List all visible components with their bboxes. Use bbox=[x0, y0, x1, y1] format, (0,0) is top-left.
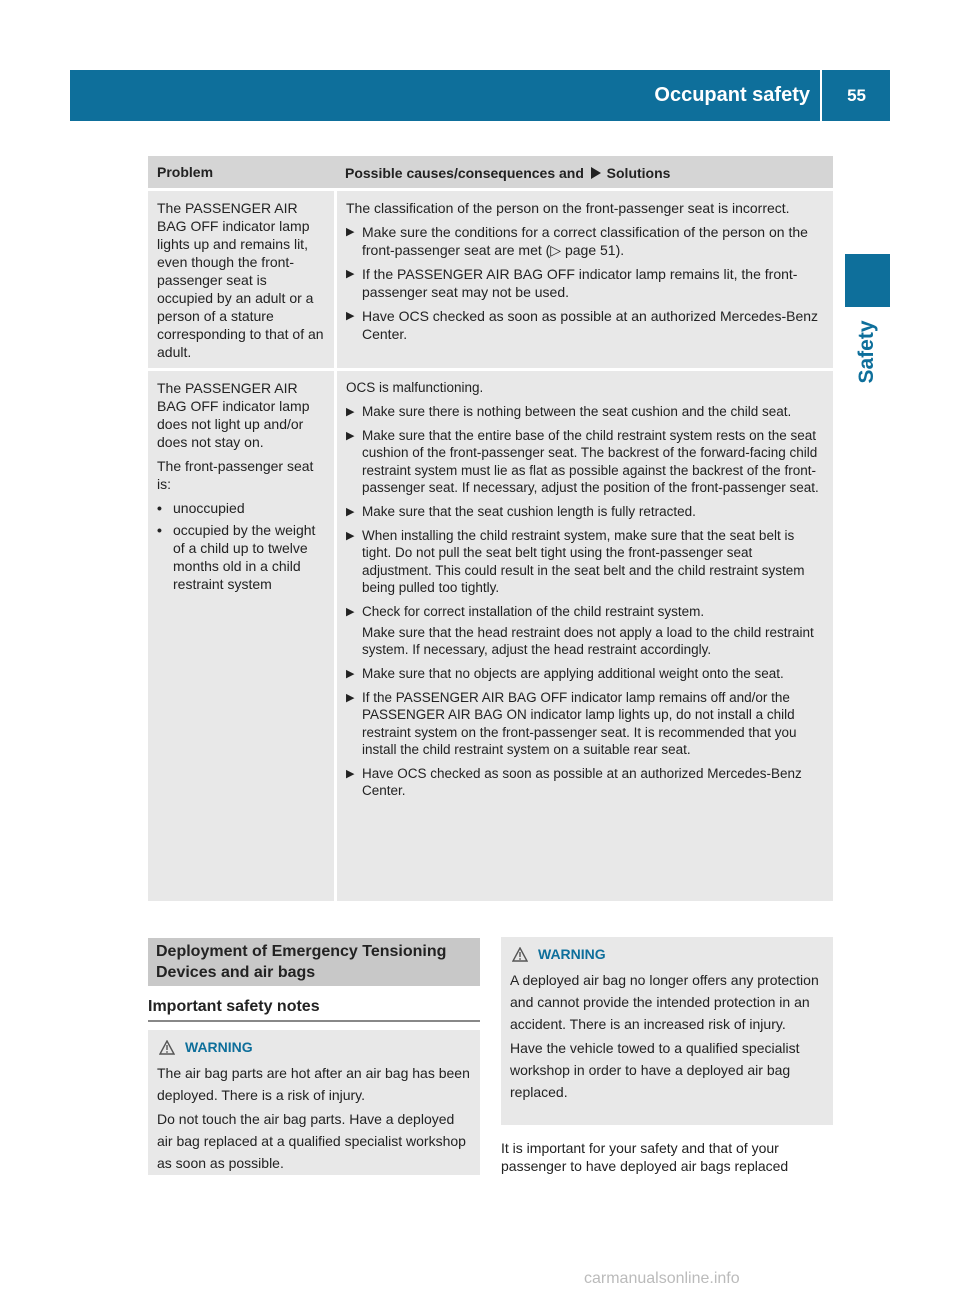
warning-title bbox=[510, 943, 824, 965]
action-arrow-icon: ▶ bbox=[346, 405, 355, 418]
action-arrow-icon: ▶ bbox=[346, 505, 355, 518]
header-solutions-suffix: Solutions bbox=[606, 165, 671, 181]
warning-text: A deployed air bag no longer offers any protection and cannot provide the intended protection in an accident. There is an increased risk of injury. bbox=[510, 972, 819, 1032]
action-item bbox=[346, 603, 825, 621]
watermark: carmanualsonline.info bbox=[584, 1270, 740, 1287]
warning-title-text: WARNING bbox=[538, 946, 606, 962]
action-item bbox=[346, 665, 825, 683]
action-arrow-icon: ▶ bbox=[346, 226, 355, 238]
action-item bbox=[346, 527, 825, 597]
problem-extra-text: The front-passenger seat is: bbox=[157, 458, 314, 492]
action-text: When installing the child restraint system, make sure that the seat belt is tight. Do not pull the seat belt tight using the front-passenger seat adjustment. This could result in the seat belt and the child restraint system being pulled too tightly. bbox=[362, 527, 805, 595]
action-text: Make sure that the entire base of the child restraint system rests on the seat cushion of the front-passenger seat. The backrest of the forward-facing child restraint system must lie as flat as possible against the backrest of the front-passenger seat. If necessary, adjust the position of the front-passenger seat. bbox=[362, 427, 819, 495]
warning-title bbox=[157, 1036, 471, 1058]
action-text: Have OCS checked as soon as possible at an authorized Mercedes-Benz Center. bbox=[362, 308, 819, 342]
solution-cell bbox=[337, 371, 833, 901]
bullet-text: unoccupied bbox=[173, 500, 245, 516]
cause-text: The classification of the person on the front-passenger seat is incorrect. bbox=[346, 200, 790, 216]
page-header bbox=[70, 70, 890, 121]
action-arrow-icon: ▶ bbox=[346, 529, 355, 542]
action-text: Make sure the conditions for a correct classification of the person on the front-passenger seat are met (▷ page 51). bbox=[362, 224, 808, 258]
chapter-tab-label bbox=[845, 312, 890, 392]
action-arrow-icon bbox=[590, 167, 601, 179]
action-arrow-icon: ▶ bbox=[346, 268, 355, 280]
action-text: If the PASSENGER AIR BAG OFF indicator lamp remains lit, the front-passenger seat may not be used. bbox=[362, 266, 798, 300]
header-solutions-prefix: Possible causes/consequences and bbox=[345, 165, 584, 181]
cause-text: OCS is malfunctioning. bbox=[346, 380, 484, 395]
troubleshooting-table bbox=[148, 156, 833, 901]
action-text: Make sure that the seat cushion length is fully retracted. bbox=[362, 503, 696, 519]
action-arrow-icon: ▶ bbox=[346, 691, 355, 704]
chapter-label-text: Safety bbox=[855, 320, 878, 384]
warning-title-text: WARNING bbox=[185, 1039, 253, 1055]
solution-cell bbox=[337, 191, 833, 368]
action-item bbox=[346, 265, 825, 301]
action-item bbox=[346, 223, 825, 259]
bullet-text: occupied by the weight of a child up to twelve months old in a child restraint system bbox=[173, 522, 316, 592]
header-solutions bbox=[336, 156, 833, 188]
warning-text: The air bag parts are hot after an air bag has been deployed. There is a risk of injury. bbox=[157, 1065, 470, 1103]
warning-box bbox=[501, 937, 833, 1125]
problem-text: The PASSENGER AIR BAG OFF indicator lamp does not light up and/or does not stay on. bbox=[157, 380, 310, 450]
list-item bbox=[157, 499, 326, 517]
section-title: Occupant safety bbox=[654, 70, 822, 121]
action-item bbox=[346, 307, 825, 343]
warning-box bbox=[148, 1030, 480, 1175]
action-arrow-icon: ▶ bbox=[346, 767, 355, 780]
bullet-icon: • bbox=[157, 500, 162, 516]
action-arrow-icon: ▶ bbox=[346, 310, 355, 322]
action-item bbox=[346, 403, 825, 421]
action-item bbox=[346, 503, 825, 521]
warning-triangle-icon bbox=[159, 1040, 175, 1055]
action-arrow-icon: ▶ bbox=[346, 605, 355, 618]
action-arrow-icon: ▶ bbox=[346, 429, 355, 442]
subsection-heading: Important safety notes bbox=[148, 996, 480, 1022]
section-heading: Deployment of Emergency Tensioning Devices and air bags bbox=[148, 938, 480, 986]
action-item bbox=[346, 689, 825, 759]
header-problem: Problem bbox=[157, 164, 214, 180]
action-text: If the PASSENGER AIR BAG OFF indicator lamp remains off and/or the PASSENGER AIR BAG ON indicator lamp lights up, do not install a child restraint system on the front-passenger seat. It is recommended that you install the child restraint system on a suitable rear seat. bbox=[362, 689, 797, 757]
list-item bbox=[157, 521, 326, 593]
body-text: It is important for your safety and that of your passenger to have deployed air bags replaced bbox=[501, 1140, 789, 1174]
table-header-row bbox=[148, 156, 833, 188]
action-item bbox=[346, 427, 825, 497]
action-item bbox=[346, 765, 825, 800]
action-text: Make sure there is nothing between the seat cushion and the child seat. bbox=[362, 403, 792, 419]
chapter-tab-marker bbox=[845, 254, 890, 307]
action-text: Make sure that no objects are applying additional weight onto the seat. bbox=[362, 665, 784, 681]
warning-text: Do not touch the air bag parts. Have a deployed air bag replaced at a qualified specialist workshop as soon as possible. bbox=[157, 1111, 466, 1171]
action-arrow-icon: ▶ bbox=[346, 667, 355, 680]
table-row bbox=[148, 371, 833, 901]
problem-text: The PASSENGER AIR BAG OFF indicator lamp lights up and remains lit, even though the front-passenger seat is occupied by an adult or a person of a stature corresponding to that of an adult. bbox=[157, 200, 324, 360]
problem-cell bbox=[148, 371, 334, 901]
body-paragraph bbox=[501, 1139, 833, 1175]
problem-cell bbox=[148, 191, 334, 368]
warning-text: Have the vehicle towed to a qualified specialist workshop in order to have a deployed air bag replaced. bbox=[510, 1040, 800, 1100]
action-note: Make sure that the head restraint does not apply a load to the child restraint system. If necessary, adjust the head restraint accordingly. bbox=[362, 624, 814, 657]
action-text: Have OCS checked as soon as possible at an authorized Mercedes-Benz Center. bbox=[362, 765, 802, 798]
page-number: 55 bbox=[847, 86, 866, 105]
table-row bbox=[148, 191, 833, 368]
bullet-icon: • bbox=[157, 522, 162, 538]
action-text: Check for correct installation of the child restraint system. bbox=[362, 603, 705, 619]
warning-triangle-icon bbox=[512, 947, 528, 962]
